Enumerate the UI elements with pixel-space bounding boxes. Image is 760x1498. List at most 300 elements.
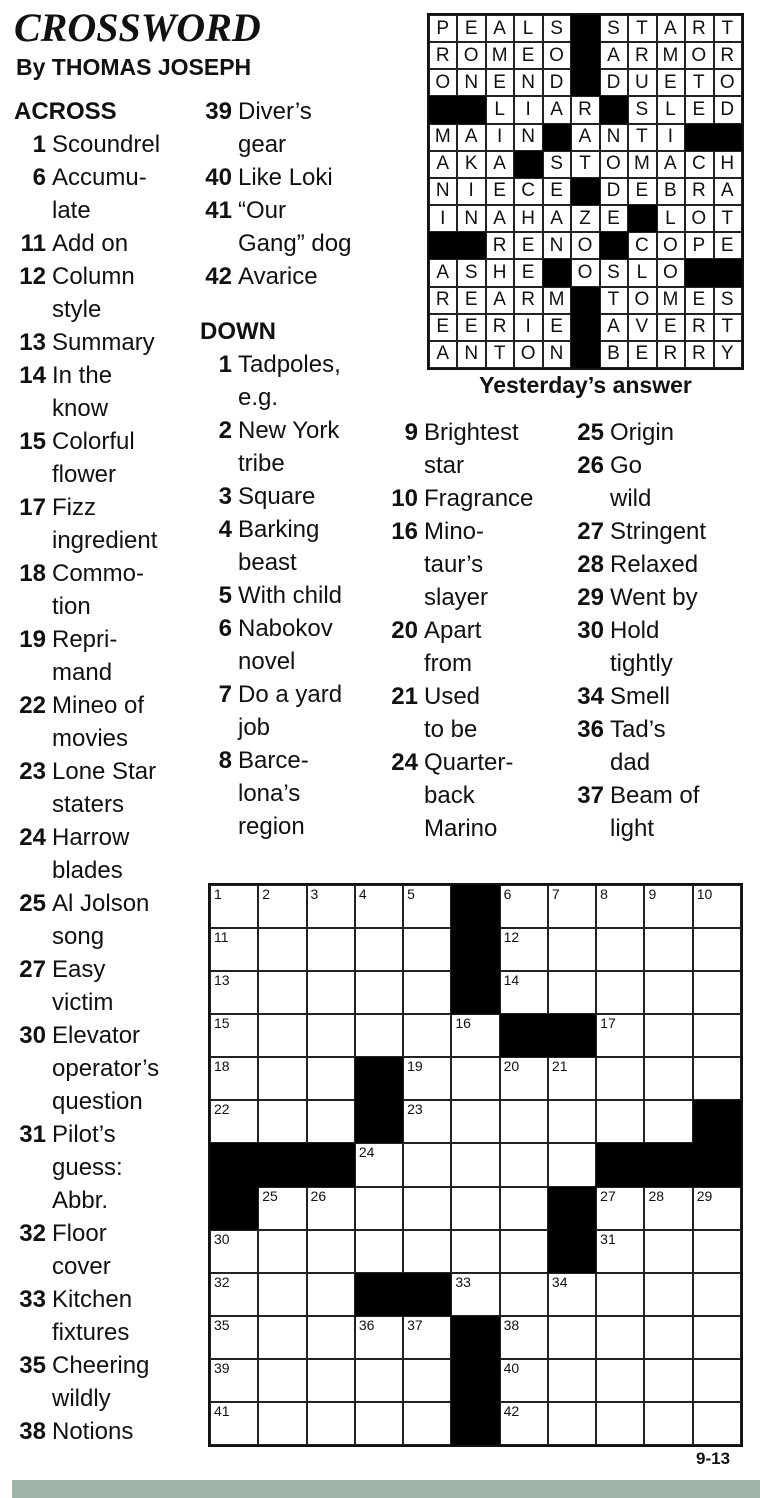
clue-text: Stringent	[610, 518, 707, 545]
answer-letter-cell: B	[600, 341, 628, 368]
puzzle-cell[interactable]	[596, 971, 644, 1014]
clue-number: 30	[19, 1022, 46, 1049]
puzzle-cell[interactable]	[307, 1014, 355, 1057]
cell-number: 38	[503, 1316, 520, 1333]
clue-item	[572, 515, 706, 548]
cell-number: 14	[503, 972, 520, 989]
puzzle-cell[interactable]	[403, 885, 451, 928]
puzzle-cell[interactable]	[596, 885, 644, 928]
answer-letter-cell: C	[628, 232, 656, 259]
answer-letter-cell: R	[486, 232, 514, 259]
puzzle-cell[interactable]	[644, 928, 692, 971]
clue-text: taur’s	[424, 551, 484, 578]
puzzle-cell[interactable]	[644, 885, 692, 928]
puzzle-cell[interactable]	[693, 1359, 741, 1402]
answer-black-square	[714, 259, 742, 286]
clue-item	[386, 482, 533, 515]
answer-letter-cell: E	[628, 341, 656, 368]
answer-letter-cell: N	[514, 69, 542, 96]
puzzle-cell[interactable]	[258, 1230, 306, 1273]
puzzle-cell[interactable]	[210, 1100, 258, 1143]
clue-item	[386, 614, 533, 680]
cell-number: 8	[600, 886, 608, 902]
puzzle-cell[interactable]	[451, 1014, 499, 1057]
answer-letter-cell: E	[657, 69, 685, 96]
answer-letter-cell: A	[486, 151, 514, 178]
puzzle-cell[interactable]	[403, 1316, 451, 1359]
clue-number: 37	[577, 782, 604, 809]
puzzle-cell[interactable]	[500, 1273, 548, 1316]
puzzle-cell[interactable]	[500, 1359, 548, 1402]
puzzle-cell[interactable]	[403, 1014, 451, 1057]
puzzle-cell[interactable]	[451, 1230, 499, 1273]
answer-letter-cell: S	[600, 259, 628, 286]
clue-text: wild	[610, 485, 652, 512]
clue-text: operator’s	[52, 1055, 160, 1082]
answer-letter-cell: A	[429, 259, 457, 286]
puzzle-cell[interactable]	[693, 1316, 741, 1359]
answer-black-square	[600, 96, 628, 123]
puzzle-cell[interactable]	[210, 1057, 258, 1100]
cell-number: 40	[503, 1359, 520, 1376]
answer-letter-cell: E	[514, 232, 542, 259]
answer-letter-cell: N	[457, 205, 485, 232]
puzzle-cell[interactable]	[548, 971, 596, 1014]
answer-letter-cell: N	[429, 178, 457, 205]
answer-letter-cell: T	[628, 15, 656, 42]
clue-text: slayer	[424, 584, 489, 611]
answer-letter-cell: T	[714, 314, 742, 341]
clue-text: to be	[424, 716, 478, 743]
answer-letter-cell: S	[543, 151, 571, 178]
puzzle-cell[interactable]	[307, 1316, 355, 1359]
answer-letter-cell: H	[714, 151, 742, 178]
puzzle-cell[interactable]	[596, 1100, 644, 1143]
puzzle-cell[interactable]	[258, 1057, 306, 1100]
puzzle-cell[interactable]	[644, 1187, 692, 1230]
answer-letter-cell: R	[486, 314, 514, 341]
puzzle-cell[interactable]	[307, 1057, 355, 1100]
puzzle-cell[interactable]	[258, 1402, 306, 1445]
answer-letter-cell: U	[628, 69, 656, 96]
clue-text: Quarter-	[424, 749, 514, 776]
puzzle-cell[interactable]	[644, 1057, 692, 1100]
clue-text: “Our	[238, 197, 286, 224]
puzzle-cell[interactable]	[258, 1359, 306, 1402]
clue-text: staters	[52, 791, 125, 818]
puzzle-cell[interactable]	[258, 1014, 306, 1057]
puzzle-cell[interactable]	[596, 1273, 644, 1316]
answer-letter-cell: I	[486, 124, 514, 151]
puzzle-cell[interactable]	[307, 1100, 355, 1143]
answer-black-square	[543, 259, 571, 286]
answer-letter-cell: E	[685, 287, 713, 314]
clue-text: Colorful	[52, 428, 135, 455]
puzzle-cell[interactable]	[548, 1143, 596, 1186]
clue-text: Kitchen	[52, 1286, 133, 1313]
answer-letter-cell: O	[457, 42, 485, 69]
puzzle-cell[interactable]	[596, 1402, 644, 1445]
puzzle-cell[interactable]	[355, 1316, 403, 1359]
answer-black-square	[543, 124, 571, 151]
puzzle-cell[interactable]	[500, 928, 548, 971]
answer-letter-cell: L	[486, 96, 514, 123]
clue-text: Repri-	[52, 626, 118, 653]
puzzle-cell[interactable]	[596, 1359, 644, 1402]
clue-text: Go	[610, 452, 643, 479]
clue-number: 3	[218, 483, 232, 510]
cell-number: 21	[551, 1058, 568, 1075]
answer-letter-cell: R	[429, 42, 457, 69]
clue-text: novel	[238, 648, 296, 675]
answer-letter-cell: E	[486, 69, 514, 96]
puzzle-cell[interactable]	[355, 1230, 403, 1273]
clue-text: Square	[238, 483, 316, 510]
black-square	[451, 885, 499, 928]
clue-column	[572, 416, 706, 845]
puzzle-cell[interactable]	[451, 1187, 499, 1230]
answer-letter-cell: S	[714, 287, 742, 314]
puzzle-cell[interactable]	[500, 1230, 548, 1273]
answer-letter-cell: H	[514, 205, 542, 232]
clue-text: Commo-	[52, 560, 145, 587]
puzzle-cell[interactable]	[307, 1359, 355, 1402]
puzzle-cell[interactable]	[210, 1316, 258, 1359]
clue-number: 18	[19, 560, 46, 587]
puzzle-cell[interactable]	[307, 885, 355, 928]
answer-letter-cell: A	[543, 205, 571, 232]
puzzle-cell[interactable]	[403, 1402, 451, 1445]
clue-number: 39	[205, 98, 232, 125]
puzzle-cell[interactable]	[210, 885, 258, 928]
clue-text: Tad’s	[610, 716, 666, 743]
black-square	[451, 928, 499, 971]
answer-letter-cell: O	[514, 341, 542, 368]
cell-number: 39	[214, 1359, 230, 1376]
puzzle-cell[interactable]	[258, 1316, 306, 1359]
puzzle-cell[interactable]	[403, 1187, 451, 1230]
answer-letter-cell: N	[543, 341, 571, 368]
puzzle-cell[interactable]	[548, 1359, 596, 1402]
clue-number: 17	[19, 494, 46, 521]
puzzle-cell[interactable]	[403, 1100, 451, 1143]
black-square	[210, 1187, 258, 1230]
puzzle-cell[interactable]	[210, 1230, 258, 1273]
puzzle-cell[interactable]	[355, 1359, 403, 1402]
clue-item	[386, 680, 533, 746]
answer-letter-cell: M	[429, 124, 457, 151]
clue-item	[200, 480, 351, 513]
cell-number: 23	[407, 1101, 423, 1118]
black-square	[355, 1057, 403, 1100]
puzzle-cell[interactable]	[307, 1230, 355, 1273]
answer-letter-cell: O	[543, 42, 571, 69]
puzzle-cell[interactable]	[258, 1187, 306, 1230]
puzzle-cell[interactable]	[258, 928, 306, 971]
clue-item	[14, 1349, 160, 1415]
clue-text: style	[52, 296, 102, 323]
cell-number: 4	[358, 886, 367, 902]
puzzle-cell[interactable]	[403, 1359, 451, 1402]
puzzle-cell[interactable]	[548, 885, 596, 928]
puzzle-cell[interactable]	[307, 971, 355, 1014]
clue-number: 10	[391, 485, 418, 512]
puzzle-cell[interactable]	[693, 1187, 741, 1230]
clue-number: 24	[391, 749, 418, 776]
puzzle-cell[interactable]	[210, 971, 258, 1014]
answer-letter-cell: T	[571, 151, 599, 178]
clue-number: 2	[218, 417, 232, 444]
clue-item	[14, 260, 160, 326]
black-square	[210, 1143, 258, 1186]
puzzle-cell[interactable]	[548, 1316, 596, 1359]
puzzle-cell[interactable]	[644, 1100, 692, 1143]
clue-text: New York	[238, 417, 340, 444]
puzzle-cell[interactable]	[693, 885, 741, 928]
clue-text: Smell	[610, 683, 671, 710]
puzzle-cell[interactable]	[451, 1100, 499, 1143]
answer-black-square	[628, 205, 656, 232]
puzzle-cell[interactable]	[451, 1143, 499, 1186]
puzzle-cell[interactable]	[307, 928, 355, 971]
cell-number: 1	[214, 886, 222, 902]
cell-number: 30	[214, 1230, 230, 1247]
puzzle-cell[interactable]	[596, 1316, 644, 1359]
clue-number: 11	[20, 230, 46, 257]
answer-letter-cell: E	[685, 96, 713, 123]
puzzle-cell[interactable]	[210, 1402, 258, 1445]
clue-number: 41	[205, 197, 232, 224]
puzzle-cell[interactable]	[500, 1316, 548, 1359]
answer-letter-cell: H	[486, 259, 514, 286]
clue-text: blades	[52, 857, 123, 884]
puzzle-cell[interactable]	[596, 1014, 644, 1057]
puzzle-cell[interactable]	[644, 971, 692, 1014]
clue-text: Easy	[52, 956, 106, 983]
cell-number: 18	[214, 1058, 230, 1075]
clue-item	[572, 614, 706, 680]
puzzle-cell[interactable]	[403, 1143, 451, 1186]
puzzle-cell[interactable]	[307, 1402, 355, 1445]
puzzle-cell[interactable]	[210, 1359, 258, 1402]
puzzle-cell[interactable]	[451, 1273, 499, 1316]
clue-text: mand	[52, 659, 113, 686]
puzzle-cell[interactable]	[210, 1273, 258, 1316]
puzzle-cell[interactable]	[403, 1057, 451, 1100]
puzzle-cell[interactable]	[596, 1230, 644, 1273]
clue-text: star	[424, 452, 465, 479]
clue-number: 42	[205, 263, 232, 290]
puzzle-cell[interactable]	[596, 1187, 644, 1230]
cell-number: 15	[214, 1015, 230, 1032]
across-heading: ACROSS	[14, 98, 117, 125]
clue-number: 34	[577, 683, 604, 710]
answer-letter-cell: R	[514, 287, 542, 314]
clue-item	[572, 713, 706, 779]
puzzle-cell[interactable]	[355, 1402, 403, 1445]
answer-letter-cell: M	[628, 151, 656, 178]
puzzle-cell[interactable]	[355, 928, 403, 971]
puzzle-cell[interactable]	[548, 1100, 596, 1143]
answer-black-square	[571, 341, 599, 368]
puzzle-cell[interactable]	[500, 1187, 548, 1230]
puzzle-cell[interactable]	[403, 971, 451, 1014]
puzzle-cell[interactable]	[258, 1100, 306, 1143]
puzzle-cell[interactable]	[258, 971, 306, 1014]
clue-item	[386, 746, 533, 845]
clue-number: 8	[218, 747, 232, 774]
puzzle-cell[interactable]	[355, 1187, 403, 1230]
puzzle-date: 9-13	[696, 1449, 731, 1468]
answer-letter-cell: A	[486, 287, 514, 314]
puzzle-cell[interactable]	[500, 971, 548, 1014]
puzzle-cell[interactable]	[693, 1402, 741, 1445]
puzzle-cell[interactable]	[693, 928, 741, 971]
clue-text: Hold	[610, 617, 660, 644]
puzzle-cell[interactable]	[500, 885, 548, 928]
puzzle-cell[interactable]	[644, 1273, 692, 1316]
puzzle-cell[interactable]	[403, 1230, 451, 1273]
clue-text: song	[52, 923, 105, 950]
clue-text: ingredient	[52, 527, 158, 554]
answer-letter-cell: A	[714, 178, 742, 205]
clue-text: Nabokov	[238, 615, 333, 642]
puzzle-cell[interactable]	[693, 1273, 741, 1316]
puzzle-cell[interactable]	[258, 1273, 306, 1316]
black-square	[403, 1273, 451, 1316]
clue-text: Mineo of	[52, 692, 145, 719]
clue-item	[14, 227, 160, 260]
clue-text: region	[238, 813, 305, 840]
puzzle-cell[interactable]	[500, 1143, 548, 1186]
answer-letter-cell: N	[457, 341, 485, 368]
answer-letter-cell: A	[457, 124, 485, 151]
clue-number: 15	[19, 428, 46, 455]
puzzle-cell[interactable]	[548, 1273, 596, 1316]
black-square	[451, 971, 499, 1014]
answer-letter-cell: T	[628, 124, 656, 151]
puzzle-cell[interactable]	[644, 1402, 692, 1445]
puzzle-cell[interactable]	[210, 1014, 258, 1057]
answer-letter-cell: E	[628, 178, 656, 205]
puzzle-cell[interactable]	[596, 928, 644, 971]
puzzle-cell[interactable]	[500, 1057, 548, 1100]
answer-letter-cell: R	[657, 341, 685, 368]
cell-number: 33	[455, 1273, 471, 1290]
clue-number: 28	[577, 551, 604, 578]
clue-text: lona’s	[238, 780, 301, 807]
puzzle-cell[interactable]	[355, 971, 403, 1014]
puzzle-cell[interactable]	[693, 1014, 741, 1057]
puzzle-cell[interactable]	[644, 1316, 692, 1359]
clue-item	[572, 680, 706, 713]
answer-black-square	[685, 124, 713, 151]
puzzle-cell[interactable]	[644, 1014, 692, 1057]
answer-black-square	[571, 178, 599, 205]
puzzle-cell[interactable]	[355, 885, 403, 928]
black-square	[500, 1014, 548, 1057]
puzzle-cell[interactable]	[548, 928, 596, 971]
puzzle-cell[interactable]	[355, 1143, 403, 1186]
answer-letter-cell: D	[543, 69, 571, 96]
answer-black-square	[714, 124, 742, 151]
puzzle-cell[interactable]	[403, 928, 451, 971]
answer-letter-cell: N	[457, 69, 485, 96]
black-square	[451, 1402, 499, 1445]
puzzle-cell[interactable]	[451, 1057, 499, 1100]
black-square	[451, 1316, 499, 1359]
clue-text: Lone Star	[52, 758, 157, 785]
clue-number: 27	[19, 956, 46, 983]
answer-letter-cell: N	[543, 232, 571, 259]
clue-text: Barking	[238, 516, 320, 543]
clue-item	[200, 612, 351, 678]
puzzle-cell[interactable]	[693, 971, 741, 1014]
puzzle-cell[interactable]	[644, 1359, 692, 1402]
black-square	[548, 1230, 596, 1273]
answer-letter-cell: O	[600, 151, 628, 178]
clue-text: guess:	[52, 1154, 123, 1181]
answer-letter-cell: N	[514, 124, 542, 151]
clue-text: Fragrance	[424, 485, 534, 512]
clue-number: 5	[218, 582, 232, 609]
puzzle-cell[interactable]	[644, 1230, 692, 1273]
clue-number: 23	[19, 758, 46, 785]
puzzle-cell[interactable]	[307, 1187, 355, 1230]
puzzle-cell[interactable]	[548, 1057, 596, 1100]
answer-letter-cell: S	[600, 15, 628, 42]
puzzle-cell[interactable]	[500, 1402, 548, 1445]
answer-letter-cell: R	[685, 178, 713, 205]
answer-letter-cell: B	[657, 178, 685, 205]
cell-number: 10	[696, 886, 713, 902]
clue-text: e.g.	[238, 384, 279, 411]
clue-item	[200, 260, 351, 293]
puzzle-cell[interactable]	[693, 1057, 741, 1100]
puzzle-cell[interactable]	[307, 1273, 355, 1316]
clue-number: 29	[577, 584, 604, 611]
cell-number: 42	[503, 1402, 520, 1419]
answer-letter-cell: L	[514, 15, 542, 42]
answer-letter-cell: Y	[714, 341, 742, 368]
puzzle-cell[interactable]	[693, 1230, 741, 1273]
clue-item	[572, 779, 706, 845]
puzzle-cell[interactable]	[258, 885, 306, 928]
cell-number: 20	[503, 1058, 520, 1075]
clue-text: Like Loki	[238, 164, 333, 191]
clue-number: 35	[19, 1352, 46, 1379]
clue-item	[386, 515, 533, 614]
clue-item	[200, 348, 351, 414]
answer-letter-cell: D	[714, 96, 742, 123]
puzzle-cell[interactable]	[210, 928, 258, 971]
answer-letter-cell: I	[514, 314, 542, 341]
answer-letter-cell: S	[628, 96, 656, 123]
puzzle-cell[interactable]	[355, 1014, 403, 1057]
puzzle-cell[interactable]	[596, 1057, 644, 1100]
clue-number: 1	[32, 131, 46, 158]
clue-text: Origin	[610, 419, 675, 446]
clue-number: 19	[19, 626, 46, 653]
clue-text: fixtures	[52, 1319, 130, 1346]
answer-letter-cell: T	[685, 69, 713, 96]
clue-number: 9	[404, 419, 418, 446]
puzzle-cell[interactable]	[500, 1100, 548, 1143]
cell-number: 16	[455, 1015, 471, 1032]
answer-letter-cell: E	[514, 259, 542, 286]
puzzle-cell[interactable]	[548, 1402, 596, 1445]
answer-letter-cell: T	[600, 287, 628, 314]
